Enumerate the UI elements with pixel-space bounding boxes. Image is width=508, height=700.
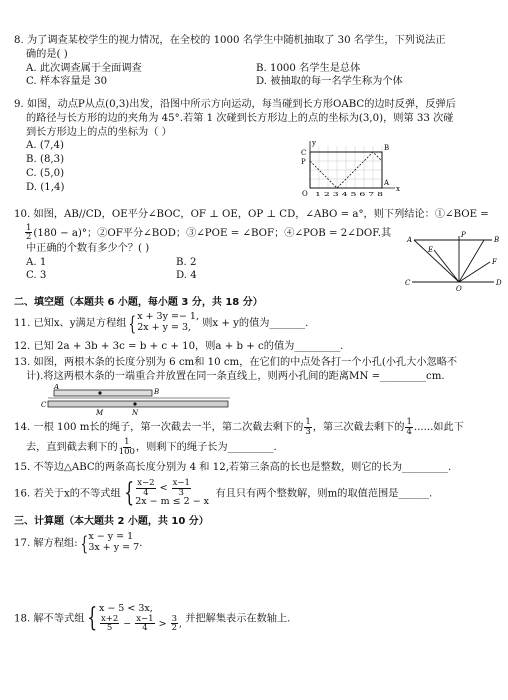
question-9: [14, 98, 500, 194]
q14-part-3: ......如此下: [413, 422, 464, 433]
q14-part-2: ，第三次截去剩下的: [312, 422, 405, 433]
q16-prefix: 16. 若关于x的不等式组: [14, 488, 121, 500]
q10-option-c: C. 3: [26, 270, 47, 282]
q10-label-f: F: [492, 258, 497, 266]
q16-suffix: 有且只有两个整数解，则m的取值范围是______.: [215, 488, 433, 500]
q10-option-d: D. 4: [176, 270, 197, 282]
q9-label-y: y: [312, 139, 316, 147]
q18-system: { x − 5 < 3x, $\frac{x+2}{5}$ − $\frac{x-1}{4}$ > $\frac{3}{2}$ ,: [87, 603, 183, 634]
q13-label-b: B: [154, 388, 160, 396]
q10-label-o: O: [456, 285, 462, 292]
q13-line-2: 计).将这两根木条的一端重合并放置在同一条直线上，则两小孔间的距离MN =_________cm.: [26, 370, 445, 382]
q8-stem-2: 确的是( ): [26, 48, 68, 60]
q10-line-3: 中正确的个数有多少个？( ): [26, 242, 150, 254]
q10-line-1: 10. 如图，AB//CD，OE平分∠BOC，OF ⊥ OE，OP ⊥ CD，∠ABO = a°，则下列结论：①∠BOE =: [14, 209, 489, 220]
q14-part-5: ，则剩下的绳子长为_________.: [135, 442, 277, 453]
question-17: 17. 解方程组: { x − y = 1 3x + y = 7 .: [14, 530, 143, 555]
q9-rectangle-figure: [295, 138, 405, 202]
question-12: 12. 已知 2a + 3b + 3c = b + c + 10，则a + b + c的值为_________.: [14, 341, 344, 352]
q9-option-c: C. (5,0): [26, 167, 65, 179]
q14-part-4: 去，直到截去剩下的: [26, 442, 118, 453]
q9-option-a: A. (7,4): [26, 140, 64, 152]
q10-label-p: P: [461, 231, 466, 239]
question-18: [14, 604, 500, 633]
q9-option-b: B. (8,3): [26, 154, 65, 166]
q9-label-p: P: [301, 158, 306, 166]
question-11: [14, 312, 500, 334]
q10-parallel-lines-figure: [404, 226, 504, 292]
q13-label-n: N: [132, 409, 139, 416]
q9-label-x: x: [396, 185, 400, 193]
q13-sticks-figure: [40, 384, 236, 416]
section-3-title: 三、计算题（本大题共 2 小题，共 10 分）: [14, 516, 209, 527]
q17-system: { x − y = 1 3x + y = 7: [80, 530, 140, 555]
q16-system: { $\frac{x-2}{4}$ < $\frac{x-1}{3}$ 2x − m ≤ 2 − x: [123, 478, 210, 509]
q8-option-c: C. 样本容量是 30: [26, 76, 108, 88]
q13-label-a: A: [54, 384, 60, 391]
q18-prefix: 18. 解不等式组: [14, 613, 85, 625]
question-14: [14, 418, 500, 456]
q14-fraction-1-3: $\frac{1}{3}$: [305, 417, 311, 437]
q13-label-m: M: [96, 409, 104, 416]
q9-line-2: 的路径与长方形的边的夹角为 45°.若第 1 次碰到长方形边上的点的坐标为(3,0)，则第 33 次碰: [26, 112, 454, 124]
q9-label-c: C: [301, 149, 307, 157]
section-2-title: 二、填空题（本题共 6 小题，每小题 3 分，共 18 分）: [14, 297, 263, 308]
q17-prefix: 17. 解方程组:: [14, 537, 78, 549]
question-16: [14, 479, 500, 508]
q18-suffix: 并把解集表示在数轴上.: [185, 613, 291, 625]
q9-tick-labels: 1 2 3 4 5 6 7 8: [315, 192, 383, 198]
q8-option-d: D. 被抽取的每一名学生称为个体: [256, 76, 403, 88]
q8-option-a: A. 此次调查属于全面调查: [26, 62, 142, 74]
q10-label-c: C: [405, 279, 411, 287]
question-15: 15. 不等边△ABC的两条高长度分别为 4 和 12,若第三条高的长也是整数，则它的长为_________.: [14, 462, 452, 473]
q8-option-b: B. 1000 名学生是总体: [256, 62, 361, 74]
question-8: [14, 34, 500, 89]
q9-label-o: O: [302, 190, 308, 198]
q13-line-1: 13. 如图，两根木条的长度分别为 6 cm和 10 cm，在它们的中点处各打一个小孔(小孔大小忽略不: [14, 357, 458, 368]
q14-fraction-1-100: $\frac{1}{100}$: [118, 437, 135, 457]
q10-label-a: A: [407, 236, 413, 244]
q9-label-b: B: [384, 144, 390, 152]
q8-stem: 8. 为了调查某校学生的视力情况，在全校的 1000 名学生中随机抽取了 30 名学生，下列说法正: [14, 35, 446, 46]
q9-line-1: 9. 如图，动点P从点(0,3)出发，沿图中所示方向运动，每当碰到长方形OABC的边时反弹，反弹后: [14, 99, 456, 110]
q14-fraction-1-4: $\frac{1}{4}$: [406, 417, 412, 437]
q10-fraction: $\frac{1}{2}$: [26, 222, 32, 243]
q10-line-2: (180 − a)°；②OF平分∠BOD；③∠POE = ∠BOF；④∠POB = 2∠DOF.其: [33, 227, 392, 239]
q10-label-d: D: [496, 279, 502, 287]
q10-option-b: B. 2: [176, 256, 197, 268]
q13-label-c: C: [41, 401, 47, 409]
q11-prefix: 11. 已知x、y满足方程组: [14, 317, 127, 329]
q14-part-1: 14. 一根 100 m长的绳子，第一次截去一半，第二次截去剩下的: [14, 422, 304, 433]
q9-line-3: 到长方形边上的点的坐标为（ ）: [26, 126, 172, 138]
q11-suffix: 则x + y的值为_______.: [202, 317, 309, 329]
q10-label-e: E: [428, 246, 434, 254]
q10-option-a: A. 1: [26, 256, 47, 268]
q9-option-d: D. (1,4): [26, 181, 65, 193]
q9-label-a: A: [384, 179, 390, 187]
question-13: [14, 356, 500, 384]
q11-system: { x + 3y =− 1, 2x + y = 3,: [129, 310, 199, 335]
q10-label-b: B: [494, 236, 500, 244]
